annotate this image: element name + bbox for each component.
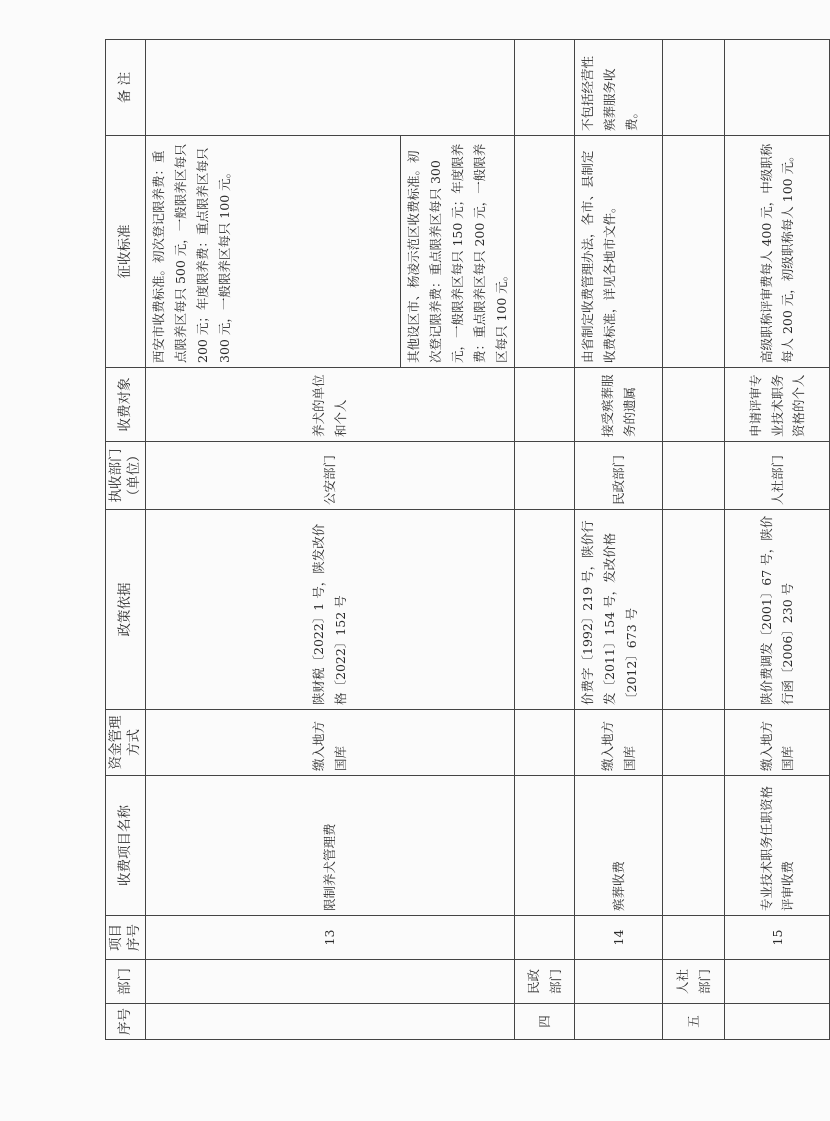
cell-seq: 五: [663, 1004, 725, 1040]
cell-target: 养犬的单位和个人: [146, 368, 515, 442]
header-seq: 序号: [106, 1004, 146, 1040]
cell-empty: [663, 442, 725, 510]
header-dept: 部门: [106, 960, 146, 1004]
header-collector: 执收部门（单位）: [106, 442, 146, 510]
cell-dept: [575, 960, 663, 1004]
cell-dept: [725, 960, 830, 1004]
cell-target: 接受殡葬服务的遗属: [575, 368, 663, 442]
cell-basis: 陕财税〔2022〕1 号，陕发改价格〔2022〕152 号: [146, 510, 515, 710]
cell-dept: [146, 960, 515, 1004]
cell-empty: [515, 916, 575, 960]
cell-note: 不包括经营性殡葬服务收费。: [575, 40, 663, 136]
cell-note: [725, 40, 830, 136]
cell-target: 申请评审专业技术职务资格的个人: [725, 368, 830, 442]
cell-name: 限制养犬管理费: [146, 776, 515, 916]
cell-empty: [663, 40, 725, 136]
cell-dept: 人社部门: [663, 960, 725, 1004]
cell-empty: [515, 136, 575, 368]
rotated-table-wrapper: [105, 40, 807, 1040]
header-fund: 资金管理方式: [106, 710, 146, 776]
cell-empty: [515, 40, 575, 136]
cell-item-seq: 15: [725, 916, 830, 960]
cell-empty: [515, 776, 575, 916]
cell-seq: [725, 1004, 830, 1040]
table-row: [146, 40, 401, 1040]
cell-note: [146, 40, 515, 136]
cell-empty: [663, 510, 725, 710]
header-basis: 政策依据: [106, 510, 146, 710]
cell-name: 专业技术职务任职资格评审收费: [725, 776, 830, 916]
table-row: [575, 40, 663, 1040]
header-target: 收费对象: [106, 368, 146, 442]
cell-fund: 缴入地方国库: [146, 710, 515, 776]
cell-standard: 由省制定收费管理办法，各市、县制定收费标准，详见各地市文件。: [575, 136, 663, 368]
cell-empty: [663, 710, 725, 776]
cell-collector: 民政部门: [575, 442, 663, 510]
cell-standard: 高级职称评审费每人 400 元，中级职称每人 200 元，初级职称每人 100 元。: [725, 136, 830, 368]
cell-name: 殡葬收费: [575, 776, 663, 916]
cell-fund: 缴入地方国库: [575, 710, 663, 776]
cell-standard: 西安市收费标准。初次登记限养费：重点限养区每只 500 元，一般限养区每只 200 元；年度限养费：重点限养区每只 300 元，一般限养区每只 100 元。: [146, 136, 401, 368]
cell-empty: [515, 510, 575, 710]
cell-standard: 其他设区市、杨凌示范区收费标准。初次登记限养费：重点限养区每只 300 元，一般限养区每只 150 元；年度限养费：重点限养区每只 200 元，一般限养区每只 100 元。: [401, 136, 515, 368]
cell-empty: [515, 710, 575, 776]
cell-item-seq: 14: [575, 916, 663, 960]
cell-empty: [663, 916, 725, 960]
cell-seq: 四: [515, 1004, 575, 1040]
header-standard: 征收标准: [106, 136, 146, 368]
cell-basis: 陕价费调发〔2001〕67 号，陕价行函〔2006〕230 号: [725, 510, 830, 710]
cell-empty: [663, 776, 725, 916]
cell-empty: [515, 368, 575, 442]
header-row: [106, 40, 146, 1040]
cell-item-seq: 13: [146, 916, 515, 960]
header-name: 收费项目名称: [106, 776, 146, 916]
cell-seq: [146, 1004, 515, 1040]
cell-basis: 价费字〔1992〕219 号，陕价行发〔2011〕154 号，发改价格〔2012〕673 号: [575, 510, 663, 710]
section-row: [515, 40, 575, 1040]
header-note: 备 注: [106, 40, 146, 136]
cell-dept: 民政部门: [515, 960, 575, 1004]
cell-seq: [575, 1004, 663, 1040]
header-item-seq: 项目序号: [106, 916, 146, 960]
fee-table: [105, 39, 830, 1040]
cell-empty: [663, 136, 725, 368]
cell-collector: 人社部门: [725, 442, 830, 510]
cell-collector: 公安部门: [146, 442, 515, 510]
table-row: [725, 40, 830, 1040]
cell-empty: [515, 442, 575, 510]
cell-empty: [663, 368, 725, 442]
cell-fund: 缴入地方国库: [725, 710, 830, 776]
section-row: [663, 40, 725, 1040]
